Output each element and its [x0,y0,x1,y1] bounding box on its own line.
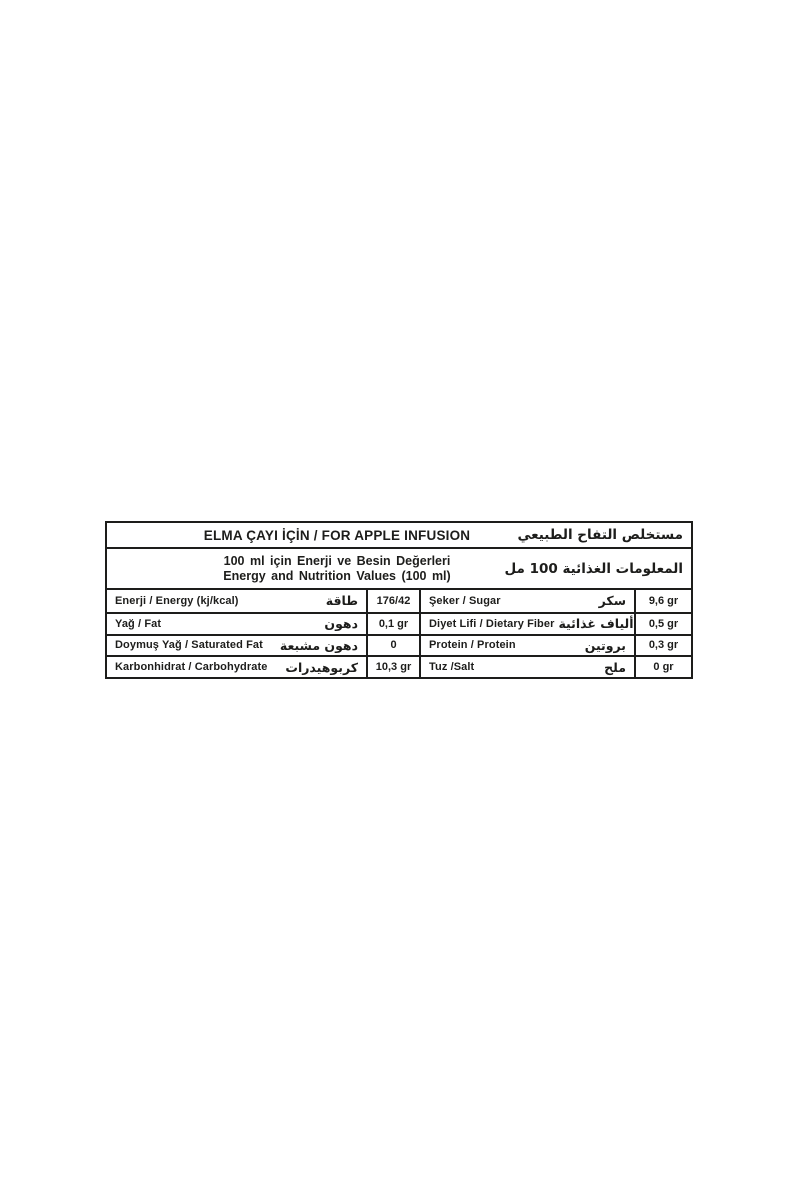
protein-label-cell [419,634,634,656]
saturated-fat-label: Doymuş Yağ / Saturated Fat [115,639,263,652]
sugar-value: 9,6 gr [634,590,691,612]
nutrition-facts-table [105,521,693,679]
carbohydrate-label: Karbonhidrat / Carbohydrate [115,661,268,674]
sugar-label: Şeker / Sugar [429,594,501,607]
energy-label: Enerji / Energy (kj/kcal) [115,594,239,607]
subheader-line-english: Energy and Nutrition Values (100 ml) [223,568,451,583]
sugar-label-cell [419,590,634,612]
fat-value: 0,1 gr [366,612,419,634]
header-title-latin: ELMA ÇAYI İÇİN / FOR APPLE INFUSION [203,527,471,543]
fat-label-arabic: دهون [324,616,358,632]
sugar-label-arabic: سكر [598,593,626,609]
energy-label-arabic: طاقة [325,593,358,609]
saturated-fat-value: 0 [366,634,419,656]
energy-label-cell [107,590,366,612]
carbohydrate-label-cell [107,655,366,677]
fat-label: Yağ / Fat [115,617,162,630]
protein-value: 0,3 gr [634,634,691,656]
salt-label-arabic: ملح [604,659,626,675]
salt-label: Tuz /Salt [429,661,475,674]
nutrition-data-grid [107,590,691,677]
saturated-fat-label-arabic: دهون مشبعة [279,637,358,653]
dietary-fiber-label: Diyet Lifi / Dietary Fiber [429,617,555,630]
subheader-line-turkish: 100 ml için Enerji ve Besin Değerleri [223,553,451,568]
carbohydrate-value: 10,3 gr [366,655,419,677]
subheader-latin-block [107,549,567,588]
dietary-fiber-value: 0,5 gr [634,612,691,634]
protein-label: Protein / Protein [429,639,516,652]
fat-label-cell [107,612,366,634]
energy-value: 176/42 [366,590,419,612]
subheader-arabic: المعلومات الغذائية 100 مل [504,560,683,577]
carbohydrate-label-arabic: كربوهيدرات [285,659,358,675]
dietary-fiber-label-arabic: ألياف غذائية [558,616,634,632]
table-header-row [107,523,691,549]
salt-value: 0 gr [634,655,691,677]
protein-label-arabic: بروتين [584,637,626,653]
dietary-fiber-label-cell [419,612,634,634]
table-subheader-row [107,549,691,590]
header-title-arabic: مستخلص التفاح الطبيعي [517,527,683,543]
salt-label-cell [419,655,634,677]
saturated-fat-label-cell [107,634,366,656]
